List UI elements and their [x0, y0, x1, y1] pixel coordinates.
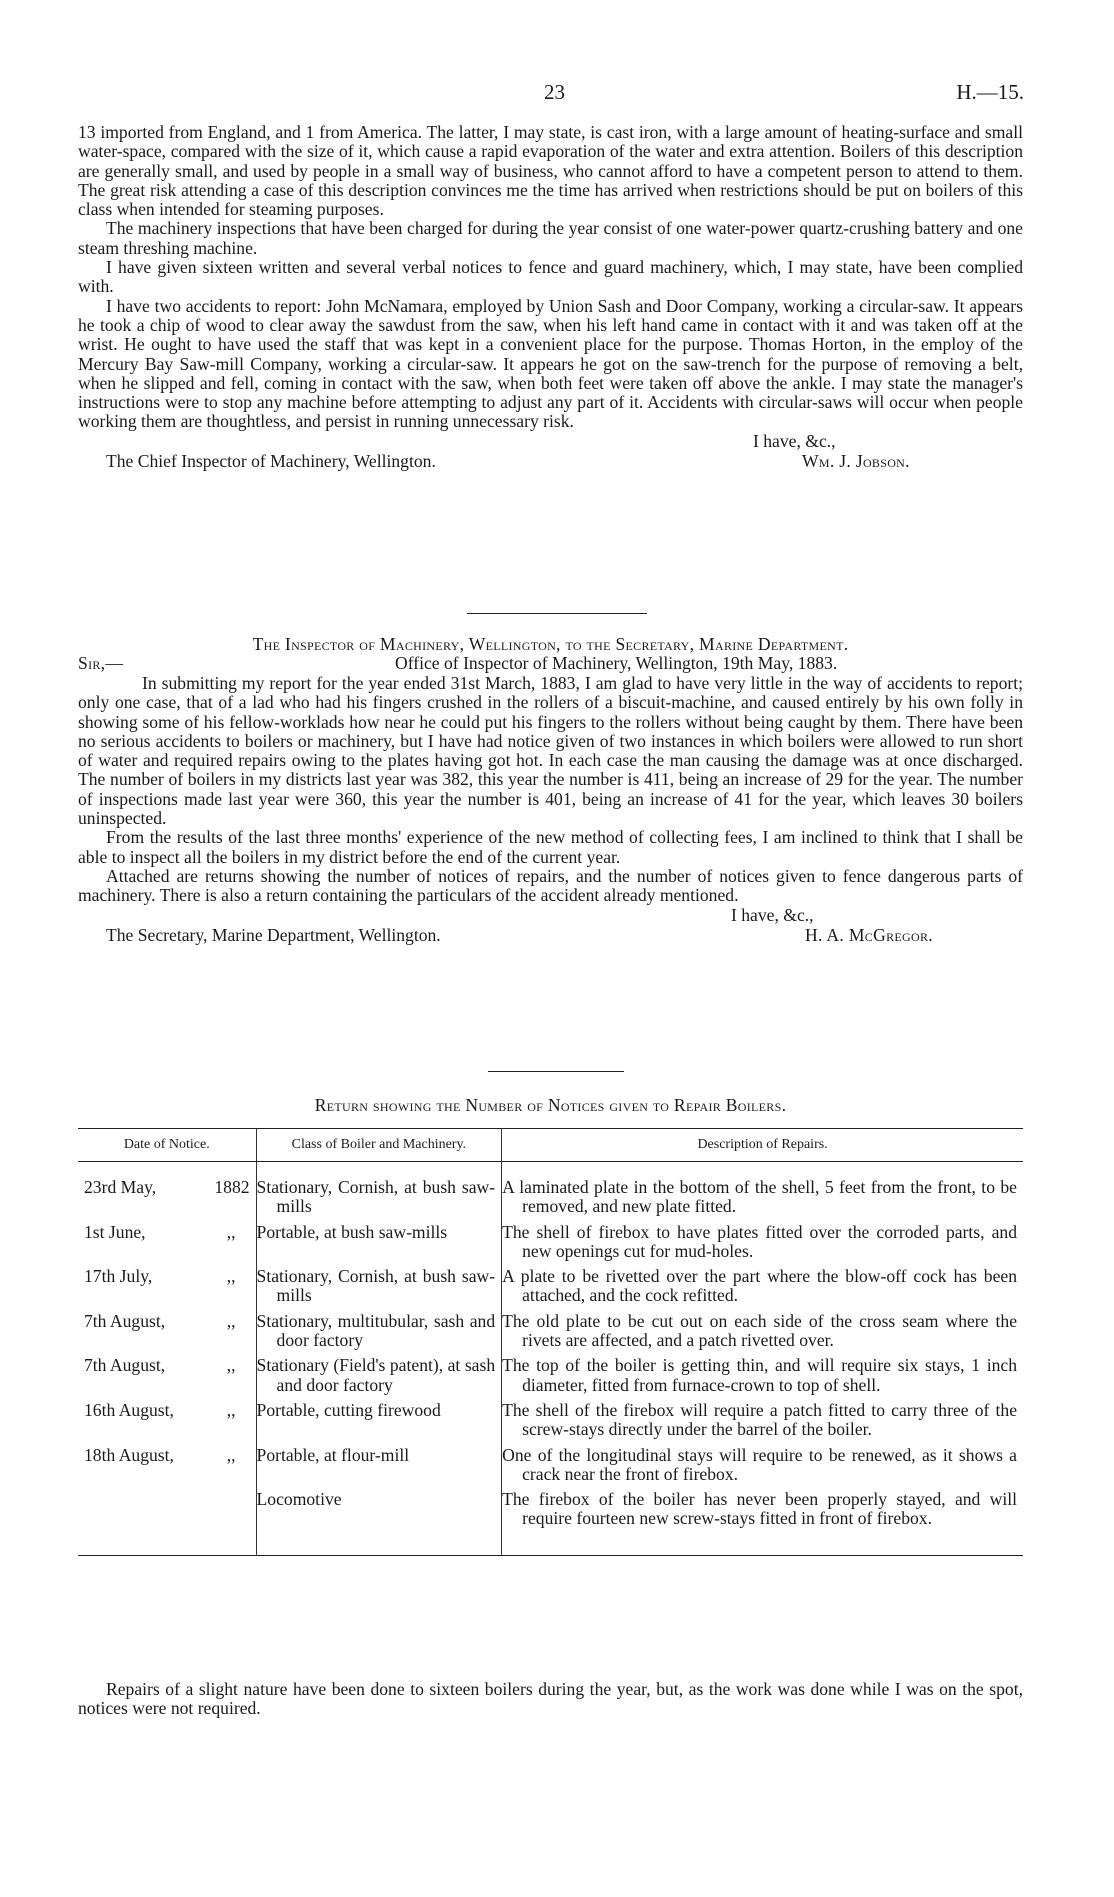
date-cell: 7th August, ,,: [84, 1355, 236, 1376]
letter-mcgregor: [78, 634, 1023, 946]
signature: H. A. McGregor.: [805, 924, 933, 945]
repairs-cell: The firebox of the boiler has never been properly stayed, and will require fourteen new screw-stays fitted in front of firebox.: [502, 1489, 1017, 1529]
signature-line: [78, 452, 1023, 472]
footer-note: [78, 1680, 1023, 1719]
date-cell: 17th July, ,,: [84, 1266, 236, 1287]
closing: I have, &c.,: [731, 904, 814, 925]
repairs-cell: A plate to be rivetted over the part where the blow-off cock has been attached, and the cock refitted.: [502, 1266, 1017, 1306]
paragraph: 13 imported from England, and 1 from America. The latter, I may state, is cast iron, with a large amount of heating-surface and small water-space, compared with the size of it, which cause a rapid evaporation of the water and extra attention. Boilers of this description are generally small, and used by people in a small way of business, who cannot afford to have a competent person to attend to them. The great risk attending a case of this description convinces me the time has arrived when restrictions should be put on boilers of this class when intended for steaming purposes.: [78, 122, 1023, 220]
class-cell: Locomotive: [256, 1488, 502, 1555]
signature: Wm. J. Jobson.: [802, 450, 910, 471]
salutation: Sir,—: [78, 653, 124, 673]
table-row: [78, 1354, 1023, 1399]
salutation-line: [78, 654, 1023, 674]
table-row: [78, 1444, 1023, 1489]
class-cell: Portable, at flour-mill: [256, 1444, 502, 1489]
paragraph: In submitting my report for the year ended 31st March, 1883, I am glad to have very little in the way of accidents to report; only one case, that of a lad who had his fingers crushed in the rollers of a biscuit-machine, and caused entirely by his own folly in showing some of his fellow-worklads how near he could put his fingers to the rollers without being caught by them. There have been no serious accidents to boilers or machinery, but I have had notice given of two instances in which boilers were allowed to run short of water and required repairs owing to the plates having got hot. In each case the man causing the damage was at once discharged. The number of boilers in my districts last year was 382, this year the number is 411, being an increase of 29 for the year. The number of inspections made last year were 360, this year the number is 401, being an increase of 41 for the year, which leaves 30 boilers uninspected.: [78, 673, 1023, 829]
repairs-cell: The old plate to be cut out on each side of the cross seam where the rivets are affected, and a patch rivetted over.: [502, 1310, 1017, 1351]
column-header: Description of Repairs.: [502, 1129, 1023, 1162]
letter-heading: The Inspector of Machinery, Wellington, to the Secretary, Marine Department.: [252, 634, 849, 654]
document-reference: H.—15.: [956, 80, 1024, 104]
repairs-table: [78, 1128, 1023, 1556]
closing-line: [78, 906, 1023, 926]
date-cell: [78, 1488, 256, 1555]
column-header: Class of Boiler and Machinery.: [256, 1129, 502, 1162]
section-divider: [488, 1071, 624, 1072]
table-row: [78, 1310, 1023, 1355]
table-title: Return showing the Number of Notices given to Repair Boilers.: [314, 1095, 787, 1115]
table-row: [78, 1162, 1023, 1221]
paragraph: I have given sixteen written and several verbal notices to fence and guard machinery, which, I may state, have been complied with.: [78, 257, 1023, 297]
repairs-cell: The shell of the firebox will require a patch fitted to carry three of the screw-stays directly under the barrel of the boiler.: [502, 1399, 1017, 1440]
paragraph: I have two accidents to report: John McNamara, employed by Union Sash and Door Company, working a circular-saw. It appears he took a chip of wood to clear away the sawdust from the saw, when his left hand came in contact with it and was taken off at the wrist. He ought to have used the staff that was kept in a convenient place for the purpose. Thomas Horton, in the employ of the Mercury Bay Saw-mill Company, working a circular-saw. It appears he got on the saw-trench for the purpose of removing a belt, when he slipped and fell, coming in contact with the saw, when both feet were taken off above the ankle. I may state the manager's instructions were to stop any machine before attempting to adjust any part of it. Accidents with circular-saws will occur when people working them are thoughtless, and persist in running unnecessary risk.: [78, 295, 1023, 432]
paragraph: The machinery inspections that have been charged for during the year consist of one water-power quartz-crushing battery and one steam threshing machine.: [78, 218, 1023, 258]
table-row: [78, 1265, 1023, 1310]
class-cell: Stationary, multitubular, sash and door factory: [256, 1310, 502, 1355]
column-header: Date of Notice.: [78, 1129, 256, 1162]
repairs-cell: The top of the boiler is getting thin, and will require six stays, 1 inch diameter, fitted from furnace-crown to top of shell.: [502, 1355, 1017, 1395]
date-cell: 16th August, ,,: [84, 1399, 236, 1420]
date-cell: 18th August, ,,: [84, 1444, 236, 1465]
closing-line: [78, 432, 1023, 452]
paragraph: From the results of the last three months' experience of the new method of collecting fees, I am inclined to think that I shall be able to inspect all the boilers in my district before the end of the current year.: [78, 827, 1023, 867]
table-row: [78, 1399, 1023, 1444]
class-cell: Stationary (Field's patent), at sash and door factory: [256, 1354, 502, 1399]
closing: I have, &c.,: [753, 430, 836, 451]
date-cell: 23rd May, 1882: [84, 1177, 250, 1197]
paragraph: Repairs of a slight nature have been done to sixteen boilers during the year, but, as the work was done while I was on the spot, notices were not required.: [78, 1679, 1023, 1719]
date-cell: 1st June, ,,: [84, 1221, 236, 1242]
addressee: The Secretary, Marine Department, Wellington.: [106, 924, 441, 945]
class-cell: Stationary, Cornish, at bush saw-mills: [256, 1265, 502, 1310]
table-row: [78, 1488, 1023, 1555]
section-divider: [467, 613, 647, 614]
table-row: [78, 1221, 1023, 1266]
addressee: The Chief Inspector of Machinery, Wellington.: [106, 450, 436, 471]
page-number: 23: [544, 80, 565, 104]
page-header: [0, 80, 1114, 110]
date-cell: 7th August, ,,: [84, 1310, 236, 1331]
repairs-cell: The shell of firebox to have plates fitted over the corroded parts, and new openings cut for mud-holes.: [502, 1221, 1017, 1261]
paragraph: Attached are returns showing the number of notices of repairs, and the number of notices given to fence dangerous parts of machinery. There is also a return containing the particulars of the accident already mentioned.: [78, 865, 1023, 906]
class-cell: Portable, cutting firewood: [256, 1399, 502, 1444]
repairs-cell: A laminated plate in the bottom of the shell, 5 feet from the front, to be removed, and new plate fitted.: [502, 1177, 1017, 1217]
repairs-cell: One of the longitudinal stays will require to be renewed, as it shows a crack near the front of firebox.: [502, 1444, 1017, 1484]
table-header-row: [78, 1129, 1023, 1162]
office-date: Office of Inspector of Machinery, Wellington, 19th May, 1883.: [395, 653, 838, 673]
letter-jobson: [78, 123, 1023, 472]
class-cell: Stationary, Cornish, at bush saw-mills: [256, 1162, 502, 1221]
signature-line: [78, 926, 1023, 946]
class-cell: Portable, at bush saw-mills: [256, 1221, 502, 1266]
